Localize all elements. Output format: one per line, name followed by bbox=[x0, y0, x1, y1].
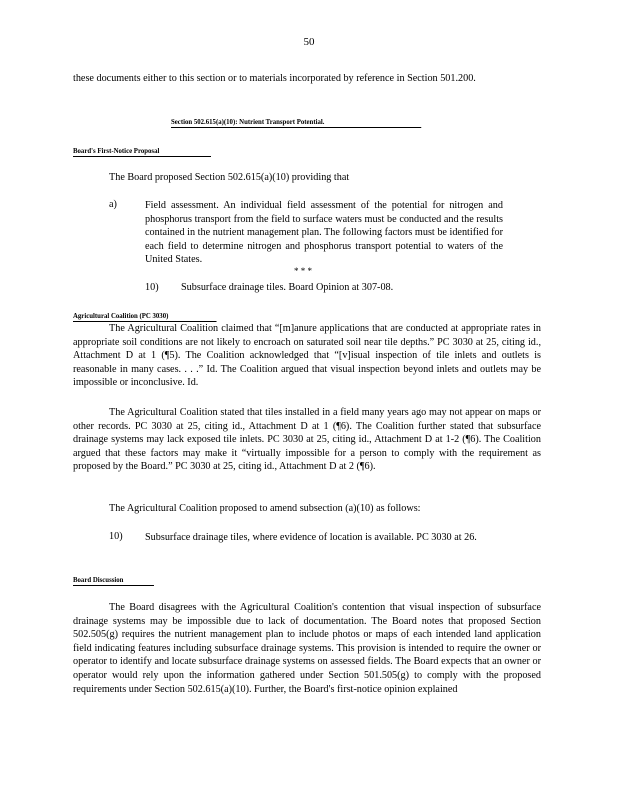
board-paragraph: The Board disagrees with the Agricultural Coalition's contention that visual inspection of subsurface drainage systems may be impossible due to lack of documentation. The Board notes that proposed Section 502.505(g) requires the nutrient management plan to include photos or maps of each intended land application field indicating features including subsurface drainage systems. This provision is intended to require the owner or operator to identify and locate subsurface drainage systems on assessed fields. The Board expects that an owner or operator would rely upon the information gathered under Section 501.505(g) to comply with the proposed requirements under Section 502.615(a)(10). Further, the Board's first-notice opinion explained bbox=[73, 602, 541, 695]
ag-paragraph-3: The Agricultural Coalition proposed to amend subsection (a)(10) as follows: bbox=[109, 503, 421, 514]
intro-paragraph: these documents either to this section or to materials incorporated by reference in Section 501.200. bbox=[73, 73, 476, 84]
amend-text: Subsurface drainage tiles, where evidence of location is available. PC 3030 at 26. bbox=[145, 532, 477, 543]
item-10-label: 10) bbox=[145, 282, 159, 293]
ag-paragraph-1: The Agricultural Coalition claimed that “[m]anure applications that are conducted at appropriate rates in appropriate soil conditions are not likely to encroach on saturated soil near tile depths.” PC 3030 at 25, citing id., Attachment D at 1 (¶5). The Coalition acknowledged that “[v]isual inspection of tile inlets and outlets is reasonable in many cases. . . .” Id. The Coalition argued that visual inspection beyond inlets and outlets may be impossible or inconclusive. Id. bbox=[73, 323, 541, 389]
ag-coalition-heading: Agricultural Coalition (PC 3030) bbox=[73, 311, 217, 322]
page-number: 50 bbox=[303, 36, 315, 48]
ag-paragraph-2: The Agricultural Coalition stated that tiles installed in a field many years ago may not appear on maps or other records. PC 3030 at 25, citing id., Attachment D at 1 (¶6). The Coalition further stated that subsurface drainage systems may lack exposed tile inlets. PC 3030 at 25, citing id., Attachment D at 1-2 (¶6). The Coalition argued that these factors may make it “virtually impossible for a person to comply with the requirement as proposed by the Board.” PC 3030 at 25, citing id., Attachment D at 2 (¶6). bbox=[73, 407, 541, 473]
item-10-text: Subsurface drainage tiles. Board Opinion at 307-08. bbox=[181, 282, 394, 293]
item-a-label: a) bbox=[109, 199, 117, 210]
ellipsis-stars: * * * bbox=[294, 266, 312, 276]
board-discussion-heading: Board Discussion bbox=[73, 575, 154, 586]
first-notice-heading: Board's First-Notice Proposal bbox=[73, 146, 211, 157]
amend-label: 10) bbox=[109, 531, 123, 542]
item-a-text: Field assessment. An individual field assessment of the potential for nitrogen and phosphorus transport from the field to surface waters must be conducted and the results contained in the nutrient management plan. The following factors must be identified for each field to determine nitrogen and phosphorus transport potential to waters of the United States. bbox=[145, 200, 503, 266]
section-heading: Section 502.615(a)(10): Nutrient Transport Potential. bbox=[171, 117, 421, 128]
proposed-intro: The Board proposed Section 502.615(a)(10) providing that bbox=[109, 172, 350, 183]
